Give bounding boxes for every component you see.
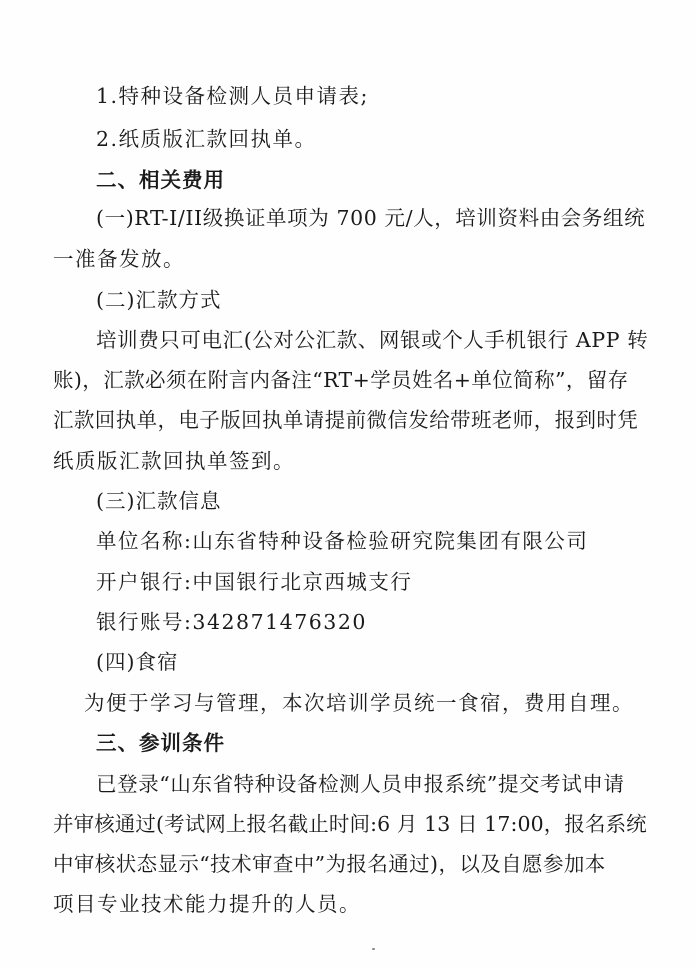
scan-speck [372,948,375,950]
list-item-application-form: 1.特种设备检测人员申请表; [96,84,369,108]
eligibility-paragraph-line-1: 已登录“山东省特种设备检测人员申报系统”提交考试申请 [96,772,625,796]
info-account-number: 银行账号:342871476320 [96,610,367,634]
payment-paragraph-line-2: 账)，汇款必须在附言内备注“RT+学员姓名+单位简称”，留存 [53,368,629,392]
lodging-paragraph: 为便于学习与管理，本次培训学员统一食宿，费用自理。 [84,691,634,715]
subheading-lodging: (四)食宿 [96,650,179,674]
subheading-remittance-info: (三)汇款信息 [96,489,222,513]
payment-paragraph-line-1: 培训费只可电汇(公对公汇款、网银或个人手机银行 APP 转 [96,328,649,352]
fee-paragraph-line-2: 一准备发放。 [53,247,185,271]
eligibility-paragraph-line-4: 项目专业技术能力提升的人员。 [53,892,361,916]
eligibility-paragraph-line-2: 并审核通过(考试网上报名截止时间:6 月 13 日 17:00，报名系统 [53,812,647,836]
section-heading-fees: 二、相关费用 [96,168,225,192]
payment-paragraph-line-4: 纸质版汇款回执单签到。 [53,449,295,473]
fee-paragraph-line-1: (一)RT-I/II级换证单项为 700 元/人，培训资料由会务组统 [96,206,646,230]
list-item-remittance-receipt: 2.纸质版汇款回执单。 [96,127,317,151]
info-company-name: 单位名称:山东省特种设备检验研究院集团有限公司 [96,529,589,553]
info-bank-name: 开户银行:中国银行北京西城支行 [96,570,413,594]
section-heading-eligibility: 三、参训条件 [96,731,225,755]
eligibility-paragraph-line-3: 中审核状态显示“技术审查中”为报名通过)，以及自愿参加本 [53,852,606,876]
payment-paragraph-line-3: 汇款回执单，电子版回执单请提前微信发给带班老师，报到时凭 [53,408,639,432]
subheading-payment-method: (二)汇款方式 [96,288,222,312]
